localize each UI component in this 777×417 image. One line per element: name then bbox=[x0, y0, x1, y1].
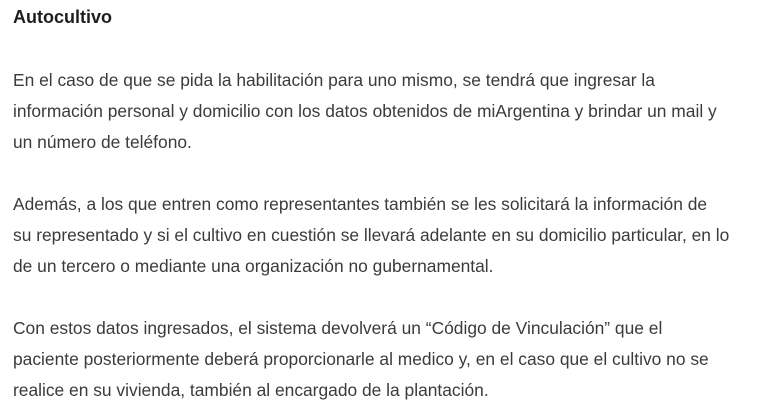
paragraph-representatives bbox=[13, 189, 775, 282]
paragraph-line: información personal y domicilio con los datos obtenidos de miArgentina y brindar un mail y bbox=[13, 101, 717, 121]
paragraph-line: En el caso de que se pida la habilitación para uno mismo, se tendrá que ingresar la bbox=[13, 70, 655, 90]
paragraph-line: de un tercero o mediante una organización no gubernamental. bbox=[13, 256, 494, 276]
paragraph-self-cultivation bbox=[13, 65, 775, 158]
article-section bbox=[13, 0, 775, 406]
paragraph-line: realice en su vivienda, también al encargado de la plantación. bbox=[13, 380, 489, 400]
paragraph-line: Con estos datos ingresados, el sistema devolverá un “Código de Vinculación” que el bbox=[13, 318, 663, 338]
paragraph-line: un número de teléfono. bbox=[13, 132, 192, 152]
section-heading: Autocultivo bbox=[13, 7, 112, 27]
paragraph-line: paciente posteriormente deberá proporcionarle al medico y, en el caso que el cultivo no se bbox=[13, 349, 709, 369]
paragraph-linking-code bbox=[13, 313, 775, 406]
paragraph-line: su representado y si el cultivo en cuestión se llevará adelante en su domicilio particular, en lo bbox=[13, 225, 730, 245]
paragraph-line: Además, a los que entren como representantes también se les solicitará la información de bbox=[13, 194, 708, 214]
